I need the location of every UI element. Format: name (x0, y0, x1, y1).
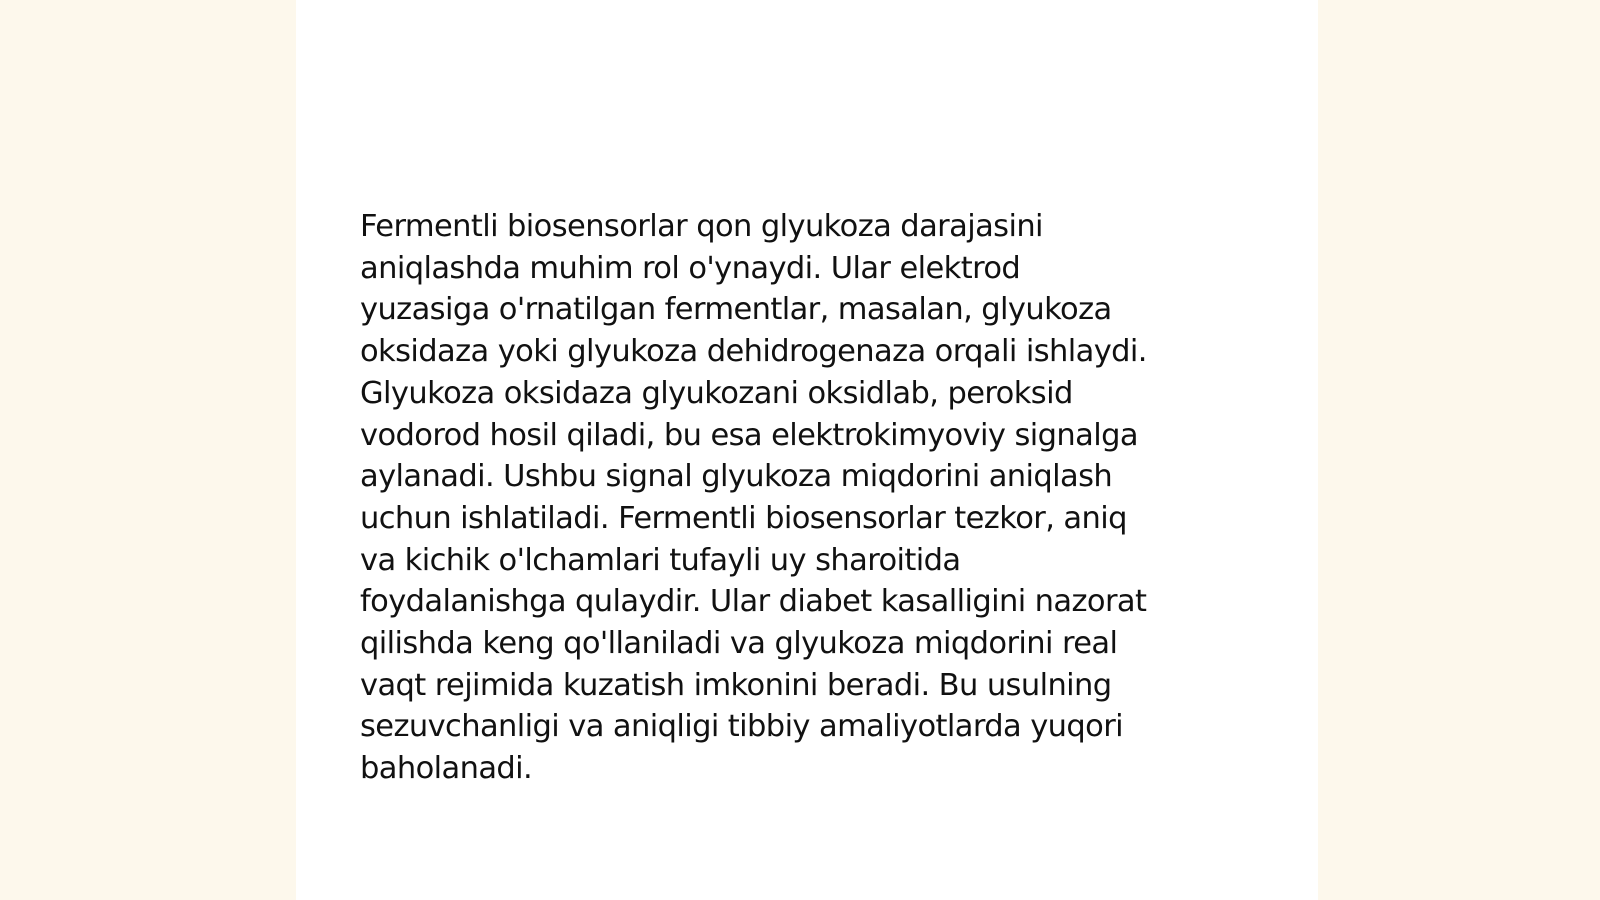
paragraph-line: baholanadi. (360, 751, 533, 787)
document-page (296, 0, 1318, 900)
paragraph-line: uchun ishlatiladi. Fermentli biosensorlar tezkor, aniq (360, 500, 1127, 536)
paragraph-line: qilishda keng qo'llaniladi va glyukoza miqdorini real (360, 626, 1118, 662)
paragraph-line: vaqt rejimida kuzatish imkonini beradi. Bu usulning (360, 667, 1112, 703)
paragraph-line: Fermentli biosensorlar qon glyukoza darajasini (360, 209, 1043, 244)
body-paragraph (360, 206, 1260, 790)
paragraph-line: oksidaza yoki glyukoza dehidrogenaza orqali ishlaydi. (360, 334, 1147, 370)
paragraph-line: aylanadi. Ushbu signal glyukoza miqdorini aniqlash (360, 459, 1113, 495)
paragraph-line: yuzasiga o'rnatilgan fermentlar, masalan, glyukoza (360, 292, 1112, 328)
paragraph-line: va kichik o'lchamlari tufayli uy sharoitida (360, 542, 961, 578)
paragraph-line: aniqlashda muhim rol o'ynaydi. Ular elektrod (360, 250, 1021, 286)
paragraph-line: foydalanishga qulaydir. Ular diabet kasalligini nazorat (360, 584, 1147, 620)
paragraph-line: Glyukoza oksidaza glyukozani oksidlab, peroksid (360, 375, 1073, 411)
paragraph-line: sezuvchanligi va aniqligi tibbiy amaliyotlarda yuqori (360, 709, 1124, 745)
paragraph-line: vodorod hosil qiladi, bu esa elektrokimyoviy signalga (360, 417, 1138, 453)
